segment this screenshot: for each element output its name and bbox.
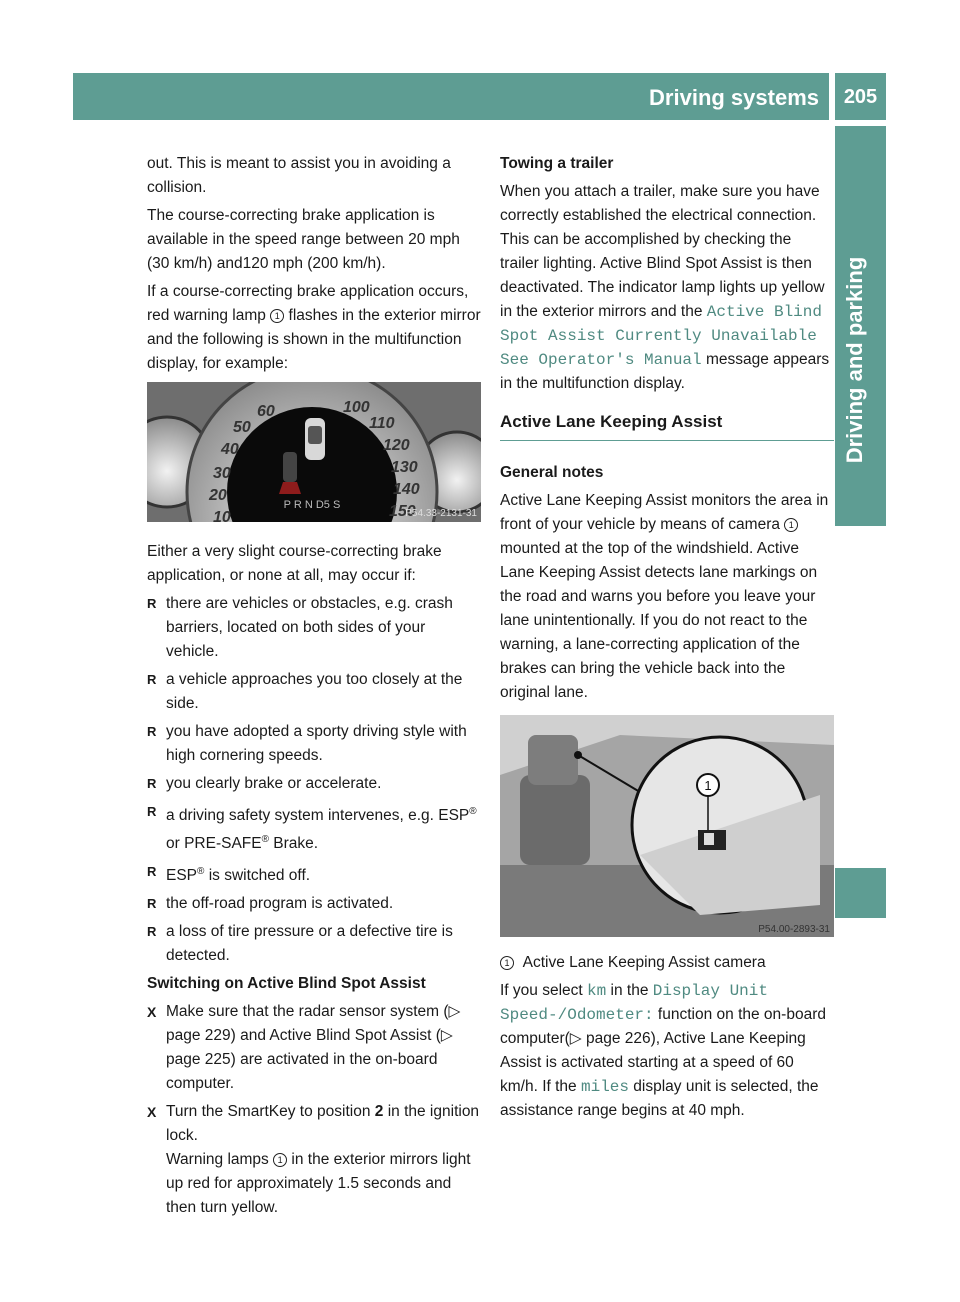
paragraph: Either a very slight course-correcting brake application, or none at all, may occur if: <box>147 543 442 584</box>
text: If a course-correcting brake application occurs, red warning lamp <box>147 283 469 324</box>
speed-tick-label: 30 <box>213 465 231 482</box>
text: in the exterior mirrors light up red for approximately 1.5 seconds and then turn yellow. <box>166 1151 471 1217</box>
instrument-cluster-figure <box>147 382 481 522</box>
text: Warning lamps <box>166 1151 269 1169</box>
page-number-box <box>835 73 886 120</box>
bullet-item: R you clearly brake or accelerate. <box>147 772 481 796</box>
text: Active Lane Keeping Assist monitors the area in front of your vehicle by means of camera <box>500 492 829 533</box>
callout-1-icon: 1 <box>784 518 798 532</box>
text: in the <box>606 982 653 999</box>
bullet-item: R you have adopted a sporty driving style with high cornering speeds. <box>147 720 481 768</box>
speed-tick-label: 130 <box>391 459 418 476</box>
page-number: 205 <box>843 86 878 108</box>
camera-illustration <box>500 715 834 937</box>
figure-code: P54.33-2131-31 <box>405 508 477 519</box>
callout-1-icon: 1 <box>273 1153 287 1167</box>
text: When you attach a trailer, make sure you have correctly established the electrical connection. This can be accomplished by checking the trailer lighting. Active Blind Spot Assist is then deactivated. The indicator lamp lights up yellow in the exterior mirrors and the <box>500 183 825 320</box>
text: If you select <box>500 982 588 999</box>
text: display unit is selected, the assistance range begins at 40 mph. <box>500 1078 819 1119</box>
text: message appears in the multifunction display. <box>500 351 830 392</box>
bullet-item: R the off-road program is activated. <box>147 892 481 916</box>
speed-tick-label: 110 <box>369 415 395 432</box>
paragraph <box>147 280 481 376</box>
right-column <box>500 152 834 1127</box>
unit-option-miles: miles <box>580 1078 629 1096</box>
position-number: 2 <box>374 1103 384 1121</box>
text: ESP <box>166 867 198 885</box>
bullet-item: R there are vehicles or obstacles, e.g. crash barriers, located on both sides of your vehicle. <box>147 592 481 664</box>
bullet-item <box>147 800 481 856</box>
text: flashes in the exterior mirror and the following is shown in the multifunction display, for example: <box>147 307 481 372</box>
bullet-item: R a vehicle approaches you too closely at the side. <box>147 668 481 716</box>
paragraph <box>500 979 834 1123</box>
unit-option-km: km <box>587 982 607 1000</box>
bullet-item <box>147 860 481 888</box>
callout-1-icon: 1 <box>270 309 284 323</box>
subsection-heading: General notes <box>500 464 604 481</box>
paragraph <box>500 180 834 396</box>
text: mounted at the top of the windshield. Active Lane Keeping Assist detects lane markings on the road and warns you before you leave your lane unintentionally. If you do not react to the warning, a lane-correcting application of the brakes can bring the vehicle back into the original lane. <box>500 540 818 701</box>
gear-indicator: P R N D5 S <box>283 499 341 511</box>
registered-mark: ® <box>197 866 205 878</box>
subsection-heading: Towing a trailer <box>500 155 614 172</box>
instrument-cluster-illustration <box>147 382 481 522</box>
paragraph <box>500 489 834 705</box>
text: Brake. <box>268 835 319 853</box>
speed-tick-label: 100 <box>343 399 370 416</box>
left-column <box>147 152 481 1224</box>
bottom-tab-marker <box>835 868 886 918</box>
page-title: Driving systems <box>649 85 819 110</box>
subsection-heading: Switching on Active Blind Spot Assist <box>147 975 426 993</box>
text: in the ignition lock. <box>166 1103 480 1145</box>
speed-tick-label: 10 <box>213 509 231 522</box>
camera-figure <box>500 715 834 937</box>
speed-tick-label: 20 <box>209 487 227 504</box>
text: function on the on-board computer(▷ page 226), Active Lane Keeping Assist is activated starting at a speed of 60 km/h. If the <box>500 1006 826 1095</box>
figure-code: P54.00-2893-31 <box>758 924 830 935</box>
text: a driving safety system intervenes, e.g. ESP <box>166 807 470 825</box>
caption-text: Active Lane Keeping Assist camera <box>522 954 766 971</box>
section-heading: Active Lane Keeping Assist <box>500 410 834 441</box>
registered-mark: ® <box>261 834 269 846</box>
figure-caption <box>500 951 834 975</box>
speed-tick-label: 140 <box>393 481 420 498</box>
speed-tick-label: 50 <box>233 419 251 436</box>
text: Turn the SmartKey to position <box>166 1103 375 1121</box>
paragraph: The course-correcting brake application is available in the speed range between 20 mph (30 km/h) and120 mph (200 km/h). <box>147 207 460 272</box>
display-message: Active Blind Spot Assist Currently Unavailable See Operator's Manual <box>500 303 822 369</box>
menu-function-name: Display Unit Speed-/Odometer: <box>500 982 768 1024</box>
speed-tick-label: 150 <box>389 503 416 520</box>
instruction-step: X Make sure that the radar sensor system (▷ page 229) and Active Blind Spot Assist (▷ page 225) are activated in the on-board computer. <box>147 1000 481 1096</box>
header-bar <box>73 73 829 120</box>
text: is switched off. <box>204 867 311 885</box>
camera-callout-number: 1 <box>704 778 712 793</box>
speed-tick-label: 40 <box>221 441 239 458</box>
paragraph: out. This is meant to assist you in avoiding a collision. <box>147 155 451 196</box>
instruction-step <box>147 1100 481 1220</box>
bullet-item: R a loss of tire pressure or a defective tire is detected. <box>147 920 481 968</box>
speed-tick-label: 60 <box>257 403 275 420</box>
registered-mark: ® <box>469 806 477 817</box>
side-tab-label: Driving and parking <box>842 256 867 464</box>
speed-tick-label: 120 <box>383 437 410 454</box>
callout-1-icon: 1 <box>500 956 514 970</box>
text: or PRE-SAFE <box>166 835 262 853</box>
